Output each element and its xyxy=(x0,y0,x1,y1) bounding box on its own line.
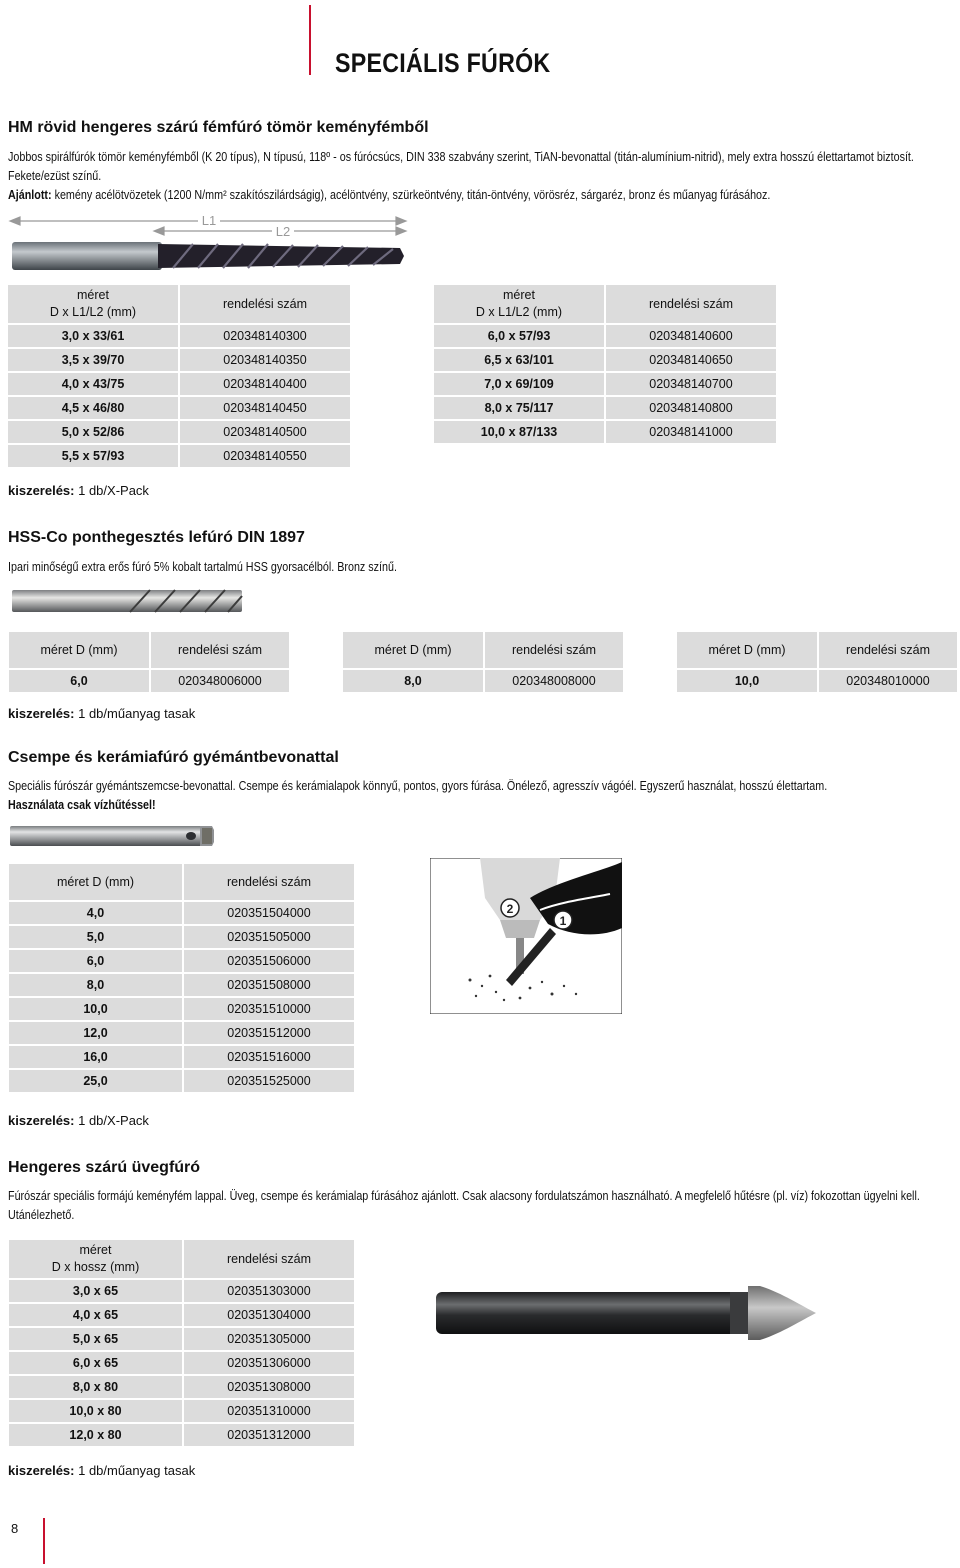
order-number-cell: 020348140600 xyxy=(606,325,776,347)
order-number-cell: 020348140550 xyxy=(180,445,350,467)
size-cell: 12,0 x 80 xyxy=(9,1424,182,1446)
section-2-table-3 xyxy=(675,630,959,694)
order-number-cell: 020348140700 xyxy=(606,373,776,395)
section-2-packaging: kiszerelés: 1 db/műanyag tasak xyxy=(8,706,196,721)
order-number-cell: 020348006000 xyxy=(151,670,289,692)
table-row xyxy=(8,445,350,467)
table-row xyxy=(9,1328,354,1350)
section-3-table xyxy=(7,862,356,1094)
order-number-cell: 020351510000 xyxy=(184,998,354,1020)
size-cell: 4,5 x 46/80 xyxy=(8,397,178,419)
page-number: 8 xyxy=(11,1521,19,1536)
size-cell: 8,0 x 80 xyxy=(9,1376,182,1398)
step-1-label: 1 xyxy=(559,914,567,928)
size-cell: 6,0 xyxy=(9,670,149,692)
column-header-size: méret D (mm) xyxy=(343,632,483,668)
order-number-cell: 020351525000 xyxy=(184,1070,354,1092)
order-number-cell: 020348140800 xyxy=(606,397,776,419)
size-cell: 4,0 xyxy=(9,902,182,924)
table-row xyxy=(9,974,354,996)
column-header-size: méret D (mm) xyxy=(677,632,817,668)
section-4-table xyxy=(7,1238,356,1448)
table-row xyxy=(343,670,623,692)
section-4-desc-line-2: Utánélezhető. xyxy=(8,1208,75,1222)
size-cell: 6,0 x 57/93 xyxy=(434,325,604,347)
table-row xyxy=(9,1046,354,1068)
section-4-description xyxy=(8,1187,920,1225)
table-row xyxy=(8,397,350,419)
size-cell: 8,0 x 75/117 xyxy=(434,397,604,419)
column-header-order-number: rendelési szám xyxy=(819,632,957,668)
footer-red-rule xyxy=(43,1518,45,1564)
section-1-table-left xyxy=(6,283,352,469)
order-number-cell: 020348008000 xyxy=(485,670,623,692)
order-number-cell: 020351506000 xyxy=(184,950,354,972)
order-number-cell: 020351508000 xyxy=(184,974,354,996)
section-2-title: HSS-Co ponthegesztés lefúró DIN 1897 xyxy=(8,529,305,546)
size-cell: 10,0 xyxy=(677,670,817,692)
table-row xyxy=(8,373,350,395)
size-cell: 6,0 x 65 xyxy=(9,1352,182,1374)
section-3-packaging: kiszerelés: 1 db/X-Pack xyxy=(8,1113,149,1128)
recommended-text: kemény acélötvözetek (1200 N/mm² szakítószilárdságig), acélöntvény, szürkeöntvény, titán-öntvény, vörösréz, sárgaréz, bronz és műanyag fúrásához. xyxy=(51,188,771,202)
table-row xyxy=(9,1304,354,1326)
order-number-cell: 020351312000 xyxy=(184,1424,354,1446)
section-2-table-1 xyxy=(7,630,291,694)
order-number-cell: 020348140350 xyxy=(180,349,350,371)
section-3-desc-line-1: Speciális fúrószár gyémántszemcse-bevonattal. Csempe és kerámialapok könnyű, pontos, gyors fúrása. Önélező, agresszív vágóél. Egyszerű használat, hosszú élettartam. xyxy=(8,779,828,793)
size-cell: 5,0 x 52/86 xyxy=(8,421,178,443)
section-1-packaging: kiszerelés: 1 db/X-Pack xyxy=(8,483,149,498)
table-row xyxy=(9,902,354,924)
table-row xyxy=(9,1070,354,1092)
column-header-size: méret D (mm) xyxy=(9,864,182,900)
table-row xyxy=(9,1424,354,1446)
carbide-drill-image xyxy=(8,206,408,276)
section-3-title: Csempe és kerámiafúró gyémántbevonattal xyxy=(8,749,339,766)
table-row xyxy=(9,1352,354,1374)
section-1-desc-line-1: Jobbos spirálfúrók tömör keményfémből (K 20 típus), N típusú, 118º - os fúrócsúcs, DIN 338 szabvány szerint, TiAN-bevonattal (titán-alumínium-nitrid), mely extra hosszú élettartamot biztosít. xyxy=(8,150,914,164)
table-row xyxy=(9,1280,354,1302)
table-row xyxy=(8,325,350,347)
order-number-cell: 020348140300 xyxy=(180,325,350,347)
order-number-cell: 020351306000 xyxy=(184,1352,354,1374)
size-cell: 7,0 x 69/109 xyxy=(434,373,604,395)
order-number-cell: 020348010000 xyxy=(819,670,957,692)
order-number-cell: 020348140500 xyxy=(180,421,350,443)
table-row xyxy=(9,670,289,692)
size-cell: 8,0 xyxy=(9,974,182,996)
table-row xyxy=(9,998,354,1020)
order-number-cell: 020351310000 xyxy=(184,1400,354,1422)
table-row xyxy=(434,421,776,443)
table-row xyxy=(434,397,776,419)
section-4-packaging: kiszerelés: 1 db/műanyag tasak xyxy=(8,1463,196,1478)
column-header-size: méret D x L1/L2 (mm) xyxy=(8,285,178,323)
size-cell: 25,0 xyxy=(9,1070,182,1092)
section-1-table-right xyxy=(432,283,778,445)
table-row xyxy=(434,325,776,347)
glass-drill-image xyxy=(430,1272,820,1354)
order-number-cell: 020348140650 xyxy=(606,349,776,371)
table-row xyxy=(9,1400,354,1422)
section-1-desc-line-2: Fekete/ezüst színű. xyxy=(8,169,102,183)
column-header-order-number: rendelési szám xyxy=(606,285,776,323)
order-number-cell: 020348140450 xyxy=(180,397,350,419)
table-row xyxy=(434,373,776,395)
table-row xyxy=(9,926,354,948)
size-cell: 4,0 x 43/75 xyxy=(8,373,178,395)
header-red-rule xyxy=(309,5,311,75)
column-header-size: méret D x L1/L2 (mm) xyxy=(434,285,604,323)
column-header-size: méret D x hossz (mm) xyxy=(9,1240,182,1278)
step-2-label: 2 xyxy=(506,902,514,916)
size-cell: 4,0 x 65 xyxy=(9,1304,182,1326)
order-number-cell: 020351504000 xyxy=(184,902,354,924)
size-cell: 3,0 x 65 xyxy=(9,1280,182,1302)
order-number-cell: 020351304000 xyxy=(184,1304,354,1326)
drilling-usage-illustration xyxy=(430,858,622,1014)
size-cell: 10,0 x 87/133 xyxy=(434,421,604,443)
tile-drill-image xyxy=(8,818,216,854)
section-4-desc-line-1: Fúrószár speciális formájú keményfém lappal. Üveg, csempe és kerámialap fúrásához ajánlott. Csak alacsony fordulatszámon használható. A megfelelő hűtésre (pl. víz) fokozottan ügyelni kell. xyxy=(8,1189,920,1203)
table-row xyxy=(677,670,957,692)
order-number-cell: 020351505000 xyxy=(184,926,354,948)
section-4-title: Hengeres szárú üvegfúró xyxy=(8,1159,201,1176)
column-header-order-number: rendelési szám xyxy=(485,632,623,668)
section-2-description: Ipari minőségű extra erős fúró 5% kobalt tartalmú HSS gyorsacélból. Bronz színű. xyxy=(8,560,397,574)
column-header-order-number: rendelési szám xyxy=(180,285,350,323)
l1-label: L1 xyxy=(201,213,217,228)
table-row xyxy=(9,950,354,972)
size-cell: 5,0 x 65 xyxy=(9,1328,182,1350)
order-number-cell: 020351308000 xyxy=(184,1376,354,1398)
l2-label: L2 xyxy=(275,224,291,239)
order-number-cell: 020351303000 xyxy=(184,1280,354,1302)
section-3-description xyxy=(8,777,827,815)
size-cell: 6,0 xyxy=(9,950,182,972)
order-number-cell: 020351305000 xyxy=(184,1328,354,1350)
column-header-size: méret D (mm) xyxy=(9,632,149,668)
size-cell: 8,0 xyxy=(343,670,483,692)
table-row xyxy=(9,1022,354,1044)
size-cell: 10,0 xyxy=(9,998,182,1020)
size-cell: 5,5 x 57/93 xyxy=(8,445,178,467)
section-1-description xyxy=(8,148,914,205)
size-cell: 10,0 x 80 xyxy=(9,1400,182,1422)
section-2-table-2 xyxy=(341,630,625,694)
section-3-desc-line-2: Használata csak vízhűtéssel! xyxy=(8,798,156,812)
table-row xyxy=(434,349,776,371)
size-cell: 5,0 xyxy=(9,926,182,948)
column-header-order-number: rendelési szám xyxy=(184,864,354,900)
column-header-order-number: rendelési szám xyxy=(151,632,289,668)
order-number-cell: 020351512000 xyxy=(184,1022,354,1044)
spot-weld-drill-image xyxy=(10,586,246,616)
recommended-label: Ajánlott: xyxy=(8,188,52,202)
table-row xyxy=(8,349,350,371)
section-1-title: HM rövid hengeres szárú fémfúró tömör keményfémből xyxy=(8,119,429,136)
column-header-order-number: rendelési szám xyxy=(184,1240,354,1278)
size-cell: 16,0 xyxy=(9,1046,182,1068)
order-number-cell: 020348141000 xyxy=(606,421,776,443)
size-cell: 3,5 x 39/70 xyxy=(8,349,178,371)
size-cell: 12,0 xyxy=(9,1022,182,1044)
page-title: SPECIÁLIS FÚRÓK xyxy=(335,48,551,78)
section-1-recommended xyxy=(8,186,914,205)
table-row xyxy=(9,1376,354,1398)
order-number-cell: 020348140400 xyxy=(180,373,350,395)
order-number-cell: 020351516000 xyxy=(184,1046,354,1068)
table-row xyxy=(8,421,350,443)
size-cell: 3,0 x 33/61 xyxy=(8,325,178,347)
size-cell: 6,5 x 63/101 xyxy=(434,349,604,371)
